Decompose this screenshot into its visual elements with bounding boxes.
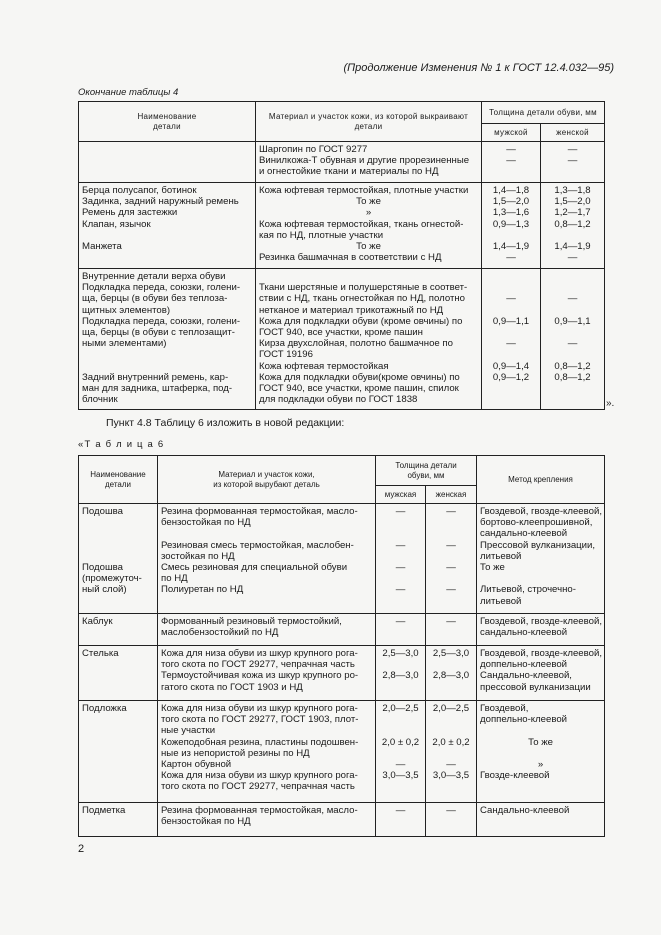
cell-line: Кожа юфтевая термостойкая (259, 360, 389, 372)
t4-header-male: мужской (482, 124, 541, 142)
cell-line: Кожа для низа обуви из шкур крупного рога- (161, 703, 358, 714)
cell-line: щитных элементов) (82, 304, 171, 316)
page-number: 2 (78, 843, 85, 855)
cell-line (429, 748, 473, 759)
t6-r0-names (79, 504, 158, 614)
cell-line (429, 573, 473, 584)
cell-line: доппельно-клеевой (480, 714, 568, 726)
cell-line (480, 725, 601, 736)
t4-b1-female (541, 142, 605, 183)
cell-line: Кожа для подкладки обуви (кроме овчины) по (259, 315, 463, 327)
cell-line: Полиуретан по НД (161, 584, 244, 596)
table-4 (78, 101, 605, 410)
t6-row-kabluk (79, 614, 605, 646)
cell-line: Подметка (82, 805, 126, 816)
cell-line: — (395, 506, 406, 517)
cell-line: ными элементами) (82, 338, 167, 350)
t6-r1-male (376, 614, 426, 646)
cell-line: Шаргопин по ГОСТ 9277 (259, 144, 368, 155)
cell-line: — (446, 805, 456, 816)
cell-line: 0,9—1,1 (492, 315, 530, 327)
cell-line: Смесь резиновая для специальной обуви (161, 562, 348, 574)
cell-line (480, 748, 601, 759)
t6-r2-female (426, 646, 477, 701)
t4-b1-male (482, 142, 541, 183)
cell-line: » (365, 207, 372, 219)
cell-line: кая по НД, плотные участки (259, 229, 384, 241)
cell-line: То же (356, 241, 381, 253)
t6-r1-female (426, 614, 477, 646)
cell-line: Подкладка переда, союзки, голени- (82, 282, 241, 294)
cell-line (485, 305, 537, 316)
t6-r1-methods (477, 614, 605, 646)
t6-r3-names (79, 701, 158, 803)
cell-line: 2,8—3,0 (382, 670, 419, 682)
cell-line: 1,5—2,0 (492, 196, 530, 208)
t4-b2-female (541, 183, 605, 269)
cell-line: Клапан, язычок (82, 218, 151, 230)
cell-line: ные участки (161, 725, 216, 737)
cell-line: Термоустойчивая кожа из шкур крупного ро- (161, 670, 359, 682)
cell-line (429, 659, 473, 670)
cell-line (485, 271, 537, 282)
cell-line: прессовой вулканизации (480, 681, 591, 693)
cell-line (429, 682, 473, 693)
cell-line (429, 551, 473, 562)
t4-block-2 (79, 183, 605, 269)
cell-line: — (506, 252, 516, 264)
t4-header-female: женской (541, 124, 605, 142)
cell-line (379, 517, 422, 528)
t4-b1-materials (256, 142, 482, 183)
t6-header-material: Материал и участок кожи, из которой вырубают деталь (158, 456, 376, 504)
t4-header-material: Материал и участок кожи, из которой выкраивают детали (256, 102, 482, 142)
cell-line: по НД (161, 573, 188, 585)
cell-line: 0,9—1,4 (492, 360, 530, 372)
cell-line: 2,0 ± 0,2 (381, 736, 420, 748)
cell-line: ща, берцы (в обуви без теплоза- (82, 293, 228, 305)
cell-line: — (395, 539, 406, 551)
t4-b3-materials (256, 269, 482, 410)
table-6 (78, 455, 605, 837)
cell-line: бензостойкая по НД (161, 816, 251, 828)
cell-line: 2,8—3,0 (432, 670, 470, 682)
cell-line: Подкладка переда, союзки, голени- (82, 315, 241, 327)
t6-r0-materials (158, 504, 376, 614)
cell-line: 1,5—2,0 (554, 196, 591, 208)
cell-line: литьевой (480, 550, 522, 562)
t6-r0-female (426, 504, 477, 614)
t6-header-female: женская (426, 486, 477, 504)
cell-line: 1,3—1,8 (554, 185, 591, 196)
cell-line: — (446, 562, 456, 574)
cell-line: 0,9—1,1 (554, 315, 591, 327)
cell-line: 0,8—1,2 (554, 371, 591, 383)
t6-r4-male (376, 803, 426, 837)
cell-line (480, 781, 601, 792)
cell-line: Каблук (82, 616, 113, 627)
cell-line: 2,0—2,5 (382, 703, 419, 714)
cell-line (544, 327, 601, 338)
cell-line: 0,9—1,2 (492, 371, 530, 383)
cell-line: нетканое и материал трикотажный по НД (259, 304, 444, 316)
cell-line (485, 230, 537, 241)
paragraph-4-8: Пункт 4.8 Таблицу 6 изложить в новой редакции: (106, 417, 345, 429)
t6-header-thickness: Толщина детали обуви, мм (376, 456, 477, 486)
cell-line (485, 394, 537, 405)
cell-line: То же (528, 736, 553, 748)
cell-line (82, 230, 252, 241)
cell-line (259, 271, 478, 282)
cell-line: — (395, 759, 406, 771)
cell-line: Кирза двухслойная, полотно башмачное по (259, 338, 453, 350)
cell-line: Формованный резиновый термостойкий, (161, 616, 342, 627)
cell-line: — (567, 155, 578, 167)
cell-line: сандально-клеевой (480, 627, 568, 639)
cell-line: 2,5—3,0 (382, 648, 419, 659)
cell-line: Подошва (82, 562, 123, 574)
cell-line: Резинка башмачная в соответствии с НД (259, 252, 442, 264)
cell-line (161, 528, 372, 539)
t4-header-thickness: Толщина детали обуви, мм (482, 102, 605, 124)
t6-r1-names (79, 614, 158, 646)
cell-line: 1,4—1,9 (492, 241, 530, 253)
cell-line: Гвоздевой, гвоздe-клеевой, (480, 648, 602, 659)
t6-row-podoshva (79, 504, 605, 614)
cell-line: Манжета (82, 241, 122, 253)
t6-r1-materials (158, 614, 376, 646)
cell-line: Резиновая смесь термостойкая, маслобен- (161, 539, 354, 551)
t4-b3-names (79, 269, 256, 410)
t6-r0-methods (477, 504, 605, 614)
cell-line: бортово-клеепрошивной, (480, 517, 593, 529)
cell-line: того скота по ГОСТ 29277, ГОСТ 1903, плот- (161, 714, 359, 726)
cell-line (429, 725, 473, 736)
cell-line: — (446, 539, 456, 551)
t4-b1-names (79, 142, 256, 183)
cell-line: того скота по ГОСТ 29277, чепрачная часть (161, 781, 355, 793)
cell-line: и огнестойкие ткани и материалы по НД (259, 166, 439, 178)
cell-line (82, 349, 252, 360)
cell-line: Кожа для низа обуви из шкур крупного рога- (161, 770, 358, 782)
cell-line: — (567, 338, 578, 350)
cell-line: Гвоздевой, гвозде-клеевой, (480, 506, 602, 517)
cell-line: — (395, 805, 406, 816)
cell-line: — (506, 293, 516, 305)
cell-line: Винилкожа-Т обувная и другие прорезиненные (259, 155, 470, 167)
cell-line: » (537, 759, 544, 771)
cell-line: — (506, 155, 516, 167)
t6-r4-materials (158, 803, 376, 837)
cell-line (544, 282, 601, 293)
cell-line: Резина формованная термостойкая, масло- (161, 506, 358, 517)
cell-line (485, 282, 537, 293)
cell-line: бензостойкая по НД (161, 517, 251, 529)
cell-line (480, 573, 601, 584)
t6-header-name: Наименование детали (79, 456, 158, 504)
cell-line: — (506, 338, 516, 350)
t6-header-method: Метод крепления (477, 456, 605, 504)
cell-line: Резина формованная термостойкая, масло- (161, 805, 358, 816)
cell-line: — (395, 584, 406, 596)
cell-line: Подложка (82, 703, 127, 714)
cell-line: 1,4—1,8 (492, 185, 530, 196)
cell-line: Кожа для низа обуви из шкур крупного рога- (161, 648, 358, 659)
t6-row-podlozhka (79, 701, 605, 803)
cell-line (379, 725, 422, 736)
cell-line: 1,4—1,9 (554, 241, 591, 253)
t4-b2-male (482, 183, 541, 269)
t4-b2-materials (256, 183, 482, 269)
cell-line (544, 271, 601, 282)
cell-line (379, 781, 422, 792)
cell-line: — (446, 584, 456, 596)
cell-line (379, 748, 422, 759)
cell-line: Ремень для застежки (82, 207, 178, 219)
cell-line: Кожеподобная резина, пластины подошвен- (161, 736, 359, 748)
cell-line: ГОСТ 940, все участки, кроме пашин, спилок (259, 383, 459, 395)
t6-r4-names (79, 803, 158, 837)
cell-line: Прессовой вулканизации, (480, 539, 596, 551)
cell-line (544, 230, 601, 241)
t6-r0-male (376, 504, 426, 614)
t4-b3-male (482, 269, 541, 410)
cell-line: Внутренние детали верха обуви (82, 271, 226, 282)
cell-line: Гвоздe-клеевой (480, 770, 550, 782)
cell-line (544, 349, 601, 360)
cell-line: ща, берцы (в обуви с теплозащит- (82, 327, 235, 339)
cell-line: Задинка, задний наружный ремень (82, 196, 239, 208)
cell-line (429, 517, 473, 528)
t6-row-stelka (79, 646, 605, 701)
cell-line: То же (480, 562, 505, 574)
cell-line: 2,0 ± 0,2 (432, 736, 470, 748)
cell-line: блочник (82, 394, 118, 406)
cell-line: ГОСТ 940, все участки, кроме пашин (259, 327, 423, 339)
cell-line: — (567, 144, 578, 155)
cell-line (485, 349, 537, 360)
cell-line (429, 714, 473, 725)
cell-line: Задний внутренний ремень, кар- (82, 371, 229, 383)
cell-line (82, 517, 154, 528)
cell-line: То же (356, 196, 381, 208)
cell-line: Кожа для подкладки обуви(кроме овчины) по (259, 371, 460, 383)
cell-line: 0,8—1,2 (554, 360, 591, 372)
t6-r3-male (376, 701, 426, 803)
cell-line (379, 659, 422, 670)
cell-line: — (506, 144, 516, 155)
cell-line (485, 327, 537, 338)
cell-line: 1,3—1,6 (492, 207, 530, 219)
t6-r3-methods (477, 701, 605, 803)
cell-line (82, 551, 154, 562)
table4-caption: Окончание таблицы 4 (78, 87, 179, 98)
cell-line (379, 551, 422, 562)
cell-line (379, 682, 422, 693)
cell-line: ные из непористой резины по НД (161, 747, 310, 759)
cell-line (82, 361, 252, 372)
cell-line: Ткани шерстяные и полушерстяные в соответ- (259, 282, 468, 294)
cell-line (379, 714, 422, 725)
t6-r2-male (376, 646, 426, 701)
cell-line: того скота по ГОСТ 29277, чепрачная часть (161, 659, 355, 671)
page-header: (Продолжение Изменения № 1 к ГОСТ 12.4.032—95) (343, 62, 614, 74)
cell-line: 2,0—2,5 (432, 703, 470, 714)
cell-line: 3,0—3,5 (382, 770, 419, 782)
cell-line: Берца полусапог, ботинок (82, 185, 197, 196)
cell-line: — (446, 759, 456, 771)
t6-r3-materials (158, 701, 376, 803)
t6-row-podmetka (79, 803, 605, 837)
cell-line (82, 528, 154, 539)
cell-line: — (567, 293, 578, 305)
t6-header-male: мужская (376, 486, 426, 504)
cell-line: сандально-клеевой (480, 528, 568, 540)
cell-line: Кожа юфтевая термостойкая, ткань огнестой- (259, 218, 464, 230)
cell-line: 0,9—1,3 (492, 218, 530, 230)
t6-r4-methods (477, 803, 605, 837)
cell-line: для подкладки обуви по ГОСТ 1838 (259, 394, 418, 406)
cell-line (82, 540, 154, 551)
cell-line: 2,5—3,0 (432, 648, 470, 659)
cell-line: — (446, 616, 456, 627)
cell-line: Картон обувной (161, 759, 232, 771)
cell-line: Сандально-клеевой, (480, 670, 572, 682)
cell-line (429, 528, 473, 539)
cell-line: Гвоздевой, (480, 703, 529, 714)
cell-line (544, 383, 601, 394)
t4-header-name: Наименование детали (79, 102, 256, 142)
cell-line: ствии с НД, ткань огнестойкая по НД, полотно (259, 293, 465, 305)
t4-block-1 (79, 142, 605, 183)
t4-block-3 (79, 269, 605, 410)
t4-b3-female (541, 269, 605, 410)
cell-line: зостойкая по НД (161, 550, 235, 562)
cell-line: Кожа юфтевая термостойкая, плотные участки (259, 185, 469, 196)
cell-line (379, 573, 422, 584)
cell-line: Гвоздевой, гвоздe-клеевой, (480, 616, 602, 627)
cell-line: ман для задника, штаферка, под- (82, 383, 233, 395)
cell-line (429, 781, 473, 792)
cell-line: Сандально-клеевой (480, 805, 570, 816)
cell-line: доппельно-клеевой (480, 659, 568, 671)
t6-r3-female (426, 701, 477, 803)
cell-line: — (395, 562, 406, 574)
cell-line: маслобензостойкий по НД (161, 627, 279, 639)
cell-line: ный слой) (82, 584, 127, 596)
cell-line (544, 394, 601, 405)
cell-line: 1,2—1,7 (554, 207, 591, 219)
t6-r4-female (426, 803, 477, 837)
t6-r2-materials (158, 646, 376, 701)
t6-r2-methods (477, 646, 605, 701)
t4-b2-names (79, 183, 256, 269)
cell-line: 0,8—1,2 (554, 218, 591, 230)
cell-line: — (395, 616, 406, 627)
cell-line: — (446, 506, 456, 517)
cell-line: ГОСТ 19196 (259, 349, 313, 361)
cell-line (485, 383, 537, 394)
cell-line: 3,0—3,5 (432, 770, 470, 782)
cell-line: (промежуточ- (82, 573, 142, 585)
cell-line (544, 305, 601, 316)
cell-line: Литьевой, строчечно- (480, 584, 576, 596)
cell-line: Стелька (82, 648, 119, 659)
cell-line: гатого скота по ГОСТ 1903 и НД (161, 681, 303, 693)
cell-line (379, 528, 422, 539)
cell-line: литьевой (480, 595, 522, 607)
table6-caption: «Т а б л и ц а 6 (78, 439, 165, 450)
cell-line: Подошва (82, 506, 123, 517)
t6-r2-names (79, 646, 158, 701)
table4-end-quote: ». (606, 398, 615, 409)
cell-line: — (567, 252, 578, 264)
